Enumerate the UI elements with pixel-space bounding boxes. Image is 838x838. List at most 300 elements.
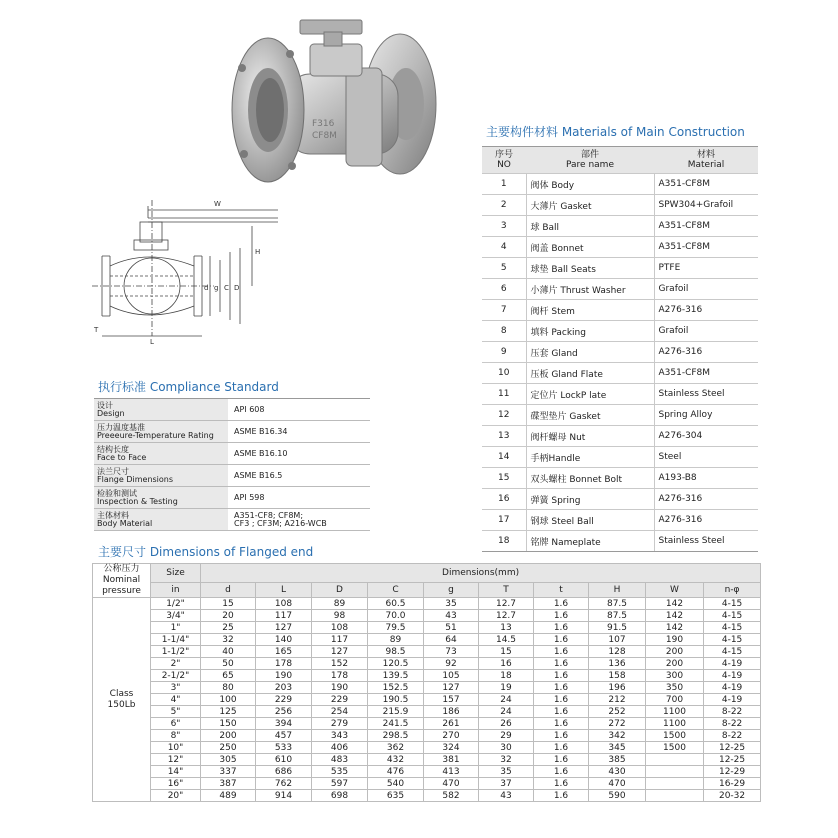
materials-row <box>482 447 758 468</box>
dimension-cell: 43 <box>424 610 479 622</box>
dimension-cell: 35 <box>424 598 479 610</box>
materials-cell-material: Steel <box>654 447 758 468</box>
materials-title: 主要构件材料 Materials of Main Construction <box>486 125 745 139</box>
dimension-cell: 4-19 <box>704 682 761 694</box>
dimension-cell: 13 <box>479 622 534 634</box>
materials-row <box>482 258 758 279</box>
dimension-row <box>93 718 761 730</box>
dimension-cell: 1.6 <box>534 670 589 682</box>
dimension-cell: 342 <box>589 730 646 742</box>
compliance-value: API 598 <box>228 487 370 509</box>
materials-cell-no: 13 <box>482 426 526 447</box>
materials-cell-part: 阀杆 Stem <box>526 300 654 321</box>
dimension-row <box>93 658 761 670</box>
materials-row <box>482 174 758 195</box>
dimension-cell: 385 <box>589 754 646 766</box>
materials-cell-no: 14 <box>482 447 526 468</box>
dimension-cell: 73 <box>424 646 479 658</box>
compliance-value: API 608 <box>228 399 370 421</box>
compliance-value: ASME B16.10 <box>228 443 370 465</box>
size-cell: 16" <box>151 778 201 790</box>
dimension-cell: 337 <box>201 766 256 778</box>
dimension-cell: 12.7 <box>479 598 534 610</box>
compliance-key: 检验和测试 Inspection & Testing <box>94 487 228 509</box>
dimension-cell: 1100 <box>646 706 704 718</box>
materials-row <box>482 531 758 552</box>
compliance-row <box>94 443 370 465</box>
dimension-cell: 127 <box>256 622 312 634</box>
compliance-key: 结构长度 Face to Face <box>94 443 228 465</box>
materials-cell-material: A276-316 <box>654 489 758 510</box>
dimension-cell: 18 <box>479 670 534 682</box>
dimension-cell: 152.5 <box>368 682 424 694</box>
pressure-class: Class 150Lb <box>93 598 151 802</box>
compliance-key: 压力温度基准 Preeeure-Temperature Rating <box>94 421 228 443</box>
materials-cell-no: 2 <box>482 195 526 216</box>
materials-cell-material: A351-CF8M <box>654 237 758 258</box>
dimension-cell: 300 <box>646 670 704 682</box>
dimension-cell: 190.5 <box>368 694 424 706</box>
dimension-cell: 142 <box>646 598 704 610</box>
dimension-row <box>93 742 761 754</box>
dimension-cell: 1.6 <box>534 598 589 610</box>
dimension-row <box>93 754 761 766</box>
dimension-cell: 535 <box>312 766 368 778</box>
materials-row <box>482 489 758 510</box>
dimension-cell <box>646 766 704 778</box>
size-cell: 4" <box>151 694 201 706</box>
dimension-row <box>93 694 761 706</box>
materials-cell-no: 11 <box>482 384 526 405</box>
dimension-cell: 229 <box>256 694 312 706</box>
materials-cell-material: Stainless Steel <box>654 531 758 552</box>
dimension-cell: 117 <box>256 610 312 622</box>
dimension-cell: 80 <box>201 682 256 694</box>
dimension-cell: 362 <box>368 742 424 754</box>
materials-cell-material: Grafoil <box>654 321 758 342</box>
dimension-cell: 12.7 <box>479 610 534 622</box>
dimension-cell: 35 <box>479 766 534 778</box>
dimension-cell: 32 <box>479 754 534 766</box>
dimension-cell: 1.6 <box>534 790 589 802</box>
materials-cell-part: 填料 Packing <box>526 321 654 342</box>
materials-cell-material: Grafoil <box>654 279 758 300</box>
dimension-cell: 540 <box>368 778 424 790</box>
dimension-cell: 272 <box>589 718 646 730</box>
dimension-cell: 20-32 <box>704 790 761 802</box>
dimension-col-header: n-φ <box>704 583 761 598</box>
compliance-key: 法兰尺寸 Flange Dimensions <box>94 465 228 487</box>
dimension-cell: 24 <box>479 694 534 706</box>
dimension-cell: 4-15 <box>704 646 761 658</box>
dimension-cell: 40 <box>201 646 256 658</box>
dimension-cell: 270 <box>424 730 479 742</box>
dimension-cell: 413 <box>424 766 479 778</box>
dimension-cell: 1.6 <box>534 658 589 670</box>
dimension-cell: 87.5 <box>589 610 646 622</box>
dimension-cell: 4-15 <box>704 610 761 622</box>
dimension-cell: 250 <box>201 742 256 754</box>
materials-header-material: 材料 Material <box>654 147 758 174</box>
dimension-cell: 635 <box>368 790 424 802</box>
dimension-cell: 298.5 <box>368 730 424 742</box>
dimension-cell: 345 <box>589 742 646 754</box>
size-cell: 1" <box>151 622 201 634</box>
dimension-cell: 190 <box>646 634 704 646</box>
materials-cell-part: 手柄Handle <box>526 447 654 468</box>
dimension-cell: 1.6 <box>534 766 589 778</box>
dimension-cell: 4-15 <box>704 622 761 634</box>
materials-cell-part: 球垫 Ball Seats <box>526 258 654 279</box>
dimension-cell: 91.5 <box>589 622 646 634</box>
dimension-cell: 100 <box>201 694 256 706</box>
dimension-cell: 212 <box>589 694 646 706</box>
dimension-cell: 196 <box>589 682 646 694</box>
materials-cell-part: 铭牌 Nameplate <box>526 531 654 552</box>
materials-row <box>482 363 758 384</box>
dimension-cell: 1500 <box>646 730 704 742</box>
svg-text:CF8M: CF8M <box>312 131 337 141</box>
dimension-row <box>93 622 761 634</box>
dimension-cell: 1.6 <box>534 622 589 634</box>
dimension-cell: 125 <box>201 706 256 718</box>
dimension-cell: 98.5 <box>368 646 424 658</box>
dimension-cell: 4-19 <box>704 658 761 670</box>
size-cell: 3" <box>151 682 201 694</box>
dimension-cell: 215.9 <box>368 706 424 718</box>
dimension-cell: 476 <box>368 766 424 778</box>
dimension-cell: 1.6 <box>534 706 589 718</box>
drawing-label-l: L <box>150 338 154 346</box>
dimension-cell: 610 <box>256 754 312 766</box>
svg-text:F316: F316 <box>312 119 335 129</box>
dimension-cell: 108 <box>312 622 368 634</box>
dimension-cell: 60.5 <box>368 598 424 610</box>
compliance-value: ASME B16.34 <box>228 421 370 443</box>
dimension-cell: 200 <box>646 658 704 670</box>
compliance-row <box>94 487 370 509</box>
dimension-cell: 107 <box>589 634 646 646</box>
dimension-cell: 117 <box>312 634 368 646</box>
materials-cell-part: 阀杆螺母 Nut <box>526 426 654 447</box>
dimension-cell: 350 <box>646 682 704 694</box>
materials-row <box>482 342 758 363</box>
dimension-cell: 4-19 <box>704 694 761 706</box>
dimension-cell: 16-29 <box>704 778 761 790</box>
materials-cell-no: 8 <box>482 321 526 342</box>
dimension-cell: 24 <box>479 706 534 718</box>
dimension-cell: 324 <box>424 742 479 754</box>
dimension-cell: 256 <box>256 706 312 718</box>
dimension-cell: 470 <box>589 778 646 790</box>
dimension-cell: 120.5 <box>368 658 424 670</box>
dimension-row <box>93 670 761 682</box>
dimension-cell: 4-15 <box>704 598 761 610</box>
dimension-cell: 457 <box>256 730 312 742</box>
dimension-cell: 470 <box>424 778 479 790</box>
dimension-cell: 1.6 <box>534 634 589 646</box>
dimension-cell <box>646 754 704 766</box>
dimension-cell: 430 <box>589 766 646 778</box>
dimension-row <box>93 706 761 718</box>
compliance-value: ASME B16.5 <box>228 465 370 487</box>
materials-cell-part: 钢球 Steel Ball <box>526 510 654 531</box>
dimension-cell: 50 <box>201 658 256 670</box>
size-cell: 1/2" <box>151 598 201 610</box>
dimension-cell: 89 <box>312 598 368 610</box>
materials-cell-no: 15 <box>482 468 526 489</box>
dimension-cell: 343 <box>312 730 368 742</box>
dimension-cell: 533 <box>256 742 312 754</box>
materials-cell-part: 阀体 Body <box>526 174 654 195</box>
materials-cell-no: 6 <box>482 279 526 300</box>
dimension-col-header: C <box>368 583 424 598</box>
compliance-key: 设计 Design <box>94 399 228 421</box>
dimension-cell: 1.6 <box>534 778 589 790</box>
dimension-cell: 140 <box>256 634 312 646</box>
materials-cell-no: 3 <box>482 216 526 237</box>
dimension-cell: 8-22 <box>704 730 761 742</box>
size-cell: 2-1/2" <box>151 670 201 682</box>
dimension-row <box>93 730 761 742</box>
size-cell: 2" <box>151 658 201 670</box>
materials-cell-no: 4 <box>482 237 526 258</box>
dimension-cell: 1100 <box>646 718 704 730</box>
dimension-cell: 14.5 <box>479 634 534 646</box>
size-cell: 8" <box>151 730 201 742</box>
dimension-cell <box>646 790 704 802</box>
dimension-cell: 139.5 <box>368 670 424 682</box>
materials-cell-part: 定位片 LockP late <box>526 384 654 405</box>
dimension-cell: 489 <box>201 790 256 802</box>
materials-cell-material: A276-316 <box>654 300 758 321</box>
materials-row <box>482 216 758 237</box>
materials-cell-no: 1 <box>482 174 526 195</box>
materials-cell-part: 大薄片 Gasket <box>526 195 654 216</box>
dimension-cell: 241.5 <box>368 718 424 730</box>
size-cell: 20" <box>151 790 201 802</box>
materials-cell-material: A351-CF8M <box>654 216 758 237</box>
dimension-cell: 914 <box>256 790 312 802</box>
dimension-cell: 590 <box>589 790 646 802</box>
dimension-cell: 105 <box>424 670 479 682</box>
materials-header-no: 序号 NO <box>482 147 526 174</box>
materials-table <box>482 146 758 552</box>
drawing-label-g: g <box>214 284 219 292</box>
dimension-cell: 165 <box>256 646 312 658</box>
dimension-cell: 700 <box>646 694 704 706</box>
materials-cell-part: 压板 Gland Flate <box>526 363 654 384</box>
size-cell: 12" <box>151 754 201 766</box>
materials-cell-material: A193-B8 <box>654 468 758 489</box>
dimension-cell: 25 <box>201 622 256 634</box>
materials-cell-part: 双头螺柱 Bonnet Bolt <box>526 468 654 489</box>
dimension-cell: 582 <box>424 790 479 802</box>
dimension-row <box>93 790 761 802</box>
in-header: in <box>151 583 201 598</box>
dimension-cell: 15 <box>201 598 256 610</box>
drawing-label-d: d <box>204 284 209 292</box>
dimension-cell: 1.6 <box>534 682 589 694</box>
dimension-cell: 203 <box>256 682 312 694</box>
size-header: Size <box>151 564 201 583</box>
materials-header-part: 部件 Pare name <box>526 147 654 174</box>
materials-cell-part: 碟型垫片 Gasket <box>526 405 654 426</box>
size-cell: 3/4" <box>151 610 201 622</box>
dimension-cell: 254 <box>312 706 368 718</box>
dimension-cell: 127 <box>424 682 479 694</box>
dimension-cell: 150 <box>201 718 256 730</box>
dimension-cell: 108 <box>256 598 312 610</box>
dimension-row <box>93 610 761 622</box>
materials-cell-no: 7 <box>482 300 526 321</box>
dimensions-mm-header: Dimensions(mm) <box>201 564 761 583</box>
drawing-label-c: C <box>224 284 229 292</box>
size-cell: 1-1/2" <box>151 646 201 658</box>
dimension-cell: 597 <box>312 778 368 790</box>
materials-cell-part: 球 Ball <box>526 216 654 237</box>
dimension-cell: 229 <box>312 694 368 706</box>
dimension-cell: 394 <box>256 718 312 730</box>
materials-row <box>482 321 758 342</box>
dimension-cell: 1.6 <box>534 646 589 658</box>
size-cell: 6" <box>151 718 201 730</box>
dimension-cell: 157 <box>424 694 479 706</box>
dimension-cell: 381 <box>424 754 479 766</box>
dimension-cell: 16 <box>479 658 534 670</box>
valve-drawing <box>88 196 278 346</box>
compliance-row <box>94 509 370 531</box>
materials-cell-material: A276-304 <box>654 426 758 447</box>
materials-cell-material: A276-316 <box>654 510 758 531</box>
dimension-col-header: L <box>256 583 312 598</box>
materials-row <box>482 195 758 216</box>
drawing-label-dd: D <box>234 284 240 292</box>
compliance-key: 主体材料 Body Material <box>94 509 228 531</box>
size-cell: 10" <box>151 742 201 754</box>
materials-cell-material: Stainless Steel <box>654 384 758 405</box>
materials-cell-no: 16 <box>482 489 526 510</box>
dimension-row <box>93 646 761 658</box>
dimension-cell: 70.0 <box>368 610 424 622</box>
dimension-cell: 432 <box>368 754 424 766</box>
dimension-cell: 1.6 <box>534 742 589 754</box>
materials-cell-no: 18 <box>482 531 526 552</box>
materials-cell-material: A351-CF8M <box>654 363 758 384</box>
size-cell: 1-1/4" <box>151 634 201 646</box>
dimension-col-header: D <box>312 583 368 598</box>
dimension-cell: 12-25 <box>704 742 761 754</box>
dimension-cell: 152 <box>312 658 368 670</box>
dimension-cell: 1.6 <box>534 730 589 742</box>
dimension-cell: 12-25 <box>704 754 761 766</box>
dimension-cell: 252 <box>589 706 646 718</box>
compliance-row <box>94 421 370 443</box>
dimension-cell: 4-19 <box>704 670 761 682</box>
dimension-cell: 1500 <box>646 742 704 754</box>
dimension-cell: 158 <box>589 670 646 682</box>
dimension-cell: 89 <box>368 634 424 646</box>
materials-row <box>482 426 758 447</box>
drawing-label-w: W <box>214 200 221 208</box>
dimension-cell: 178 <box>312 670 368 682</box>
dimension-cell: 200 <box>646 646 704 658</box>
materials-row <box>482 300 758 321</box>
dimension-row <box>93 682 761 694</box>
dimension-cell: 32 <box>201 634 256 646</box>
materials-cell-no: 17 <box>482 510 526 531</box>
materials-cell-material: Spring Alloy <box>654 405 758 426</box>
materials-cell-material: PTFE <box>654 258 758 279</box>
materials-cell-part: 弹簧 Spring <box>526 489 654 510</box>
compliance-value: A351-CF8; CF8M; CF3 ; CF3M; A216-WCB <box>228 509 370 531</box>
compliance-title: 执行标准 Compliance Standard <box>98 380 279 394</box>
drawing-label-t: T <box>94 326 99 334</box>
drawing-label-h: H <box>255 248 261 256</box>
dimension-cell: 261 <box>424 718 479 730</box>
materials-row <box>482 237 758 258</box>
materials-cell-material: SPW304+Grafoil <box>654 195 758 216</box>
dimension-col-header: H <box>589 583 646 598</box>
dimensions-table <box>92 563 761 802</box>
dimension-cell: 190 <box>256 670 312 682</box>
dimension-cell: 1.6 <box>534 754 589 766</box>
dimension-cell: 87.5 <box>589 598 646 610</box>
materials-row <box>482 405 758 426</box>
materials-cell-part: 阀盖 Bonnet <box>526 237 654 258</box>
dimension-col-header: g <box>424 583 479 598</box>
compliance-row <box>94 399 370 421</box>
dimension-cell: 279 <box>312 718 368 730</box>
dimension-col-header: t <box>534 583 589 598</box>
dimension-cell: 686 <box>256 766 312 778</box>
dimension-cell: 64 <box>424 634 479 646</box>
dimension-cell: 4-15 <box>704 634 761 646</box>
materials-cell-material: A276-316 <box>654 342 758 363</box>
materials-cell-no: 10 <box>482 363 526 384</box>
dimension-cell: 29 <box>479 730 534 742</box>
compliance-row <box>94 465 370 487</box>
dimensions-title: 主要尺寸 Dimensions of Flanged end <box>98 545 314 559</box>
dimension-cell: 1.6 <box>534 718 589 730</box>
dimension-cell: 128 <box>589 646 646 658</box>
materials-row <box>482 384 758 405</box>
size-cell: 14" <box>151 766 201 778</box>
dimension-row <box>93 766 761 778</box>
dimension-cell: 200 <box>201 730 256 742</box>
dimension-cell: 698 <box>312 790 368 802</box>
size-cell: 5" <box>151 706 201 718</box>
materials-cell-material: A351-CF8M <box>654 174 758 195</box>
dimension-col-header: W <box>646 583 704 598</box>
valve-photo <box>228 14 440 192</box>
dimension-cell: 19 <box>479 682 534 694</box>
materials-cell-no: 5 <box>482 258 526 279</box>
dimension-cell: 190 <box>312 682 368 694</box>
compliance-table <box>94 398 370 531</box>
dimension-row <box>93 778 761 790</box>
materials-row <box>482 468 758 489</box>
dimension-row <box>93 598 761 610</box>
dimension-row <box>93 634 761 646</box>
dimension-cell: 51 <box>424 622 479 634</box>
dimension-col-header: d <box>201 583 256 598</box>
materials-row <box>482 279 758 300</box>
dimension-cell: 483 <box>312 754 368 766</box>
materials-cell-no: 9 <box>482 342 526 363</box>
materials-cell-no: 12 <box>482 405 526 426</box>
dimension-cell: 79.5 <box>368 622 424 634</box>
